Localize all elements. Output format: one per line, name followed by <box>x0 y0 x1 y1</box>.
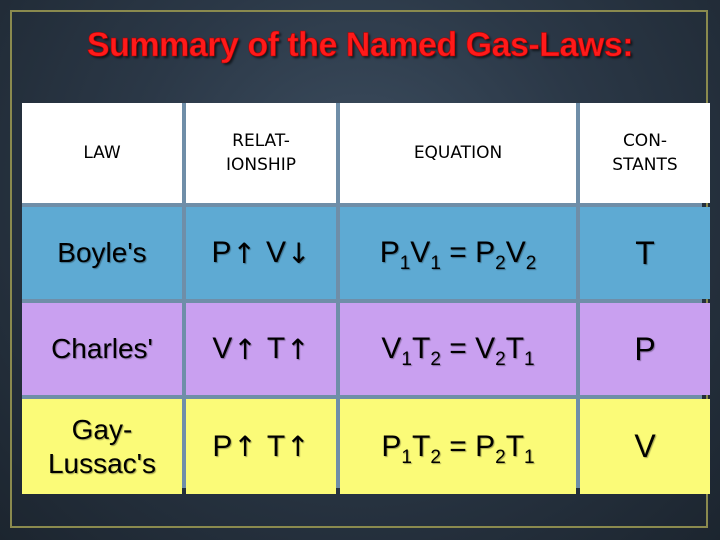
law-boyles: Boyle's <box>22 207 182 299</box>
arrow-up-icon: ↑ <box>286 430 310 463</box>
relationship-boyles: P ↑ V ↓ <box>186 207 336 299</box>
header-equation-label: EQUATION <box>413 143 503 163</box>
law-charles: Charles' <box>22 303 182 395</box>
constant-charles: P <box>580 303 710 395</box>
relationship-gay-lussacs: P ↑ T ↑ <box>186 399 336 494</box>
gas-laws-table <box>22 103 702 488</box>
law-gay-lussacs: Gay- Lussac's <box>22 399 182 494</box>
arrow-down-icon: ↓ <box>287 236 311 270</box>
header-law-label: LAW <box>83 143 121 163</box>
arrow-up-icon: ↑ <box>232 236 256 270</box>
arrow-up-icon: ↑ <box>233 430 257 463</box>
equation-charles: $V_1T_2 = V_2T_1$ <box>340 303 576 395</box>
constant-boyles: T <box>580 207 710 299</box>
equation-boyles: $P_1V_1 = P_2V_2$ <box>340 207 576 299</box>
equation-gay-lussacs: $P_1T_2 = P_2T_1$ <box>340 399 576 494</box>
header-constants-line2: STANTS <box>612 155 678 175</box>
arrow-up-icon: ↑ <box>286 332 310 366</box>
relationship-charles: V ↑ T ↑ <box>186 303 336 395</box>
arrow-up-icon: ↑ <box>233 332 257 366</box>
header-equation <box>340 103 576 203</box>
constant-gay-lussacs: V <box>580 399 710 494</box>
header-law <box>22 103 182 203</box>
header-constants-line1: CON- <box>622 131 668 151</box>
slide-title: Summary of the Named Gas-Laws: <box>86 26 634 64</box>
header-constants <box>580 103 710 203</box>
header-relationship <box>186 103 336 203</box>
header-relationship-line1: RELAT- <box>232 131 290 151</box>
header-relationship-line2: IONSHIP <box>226 155 296 175</box>
